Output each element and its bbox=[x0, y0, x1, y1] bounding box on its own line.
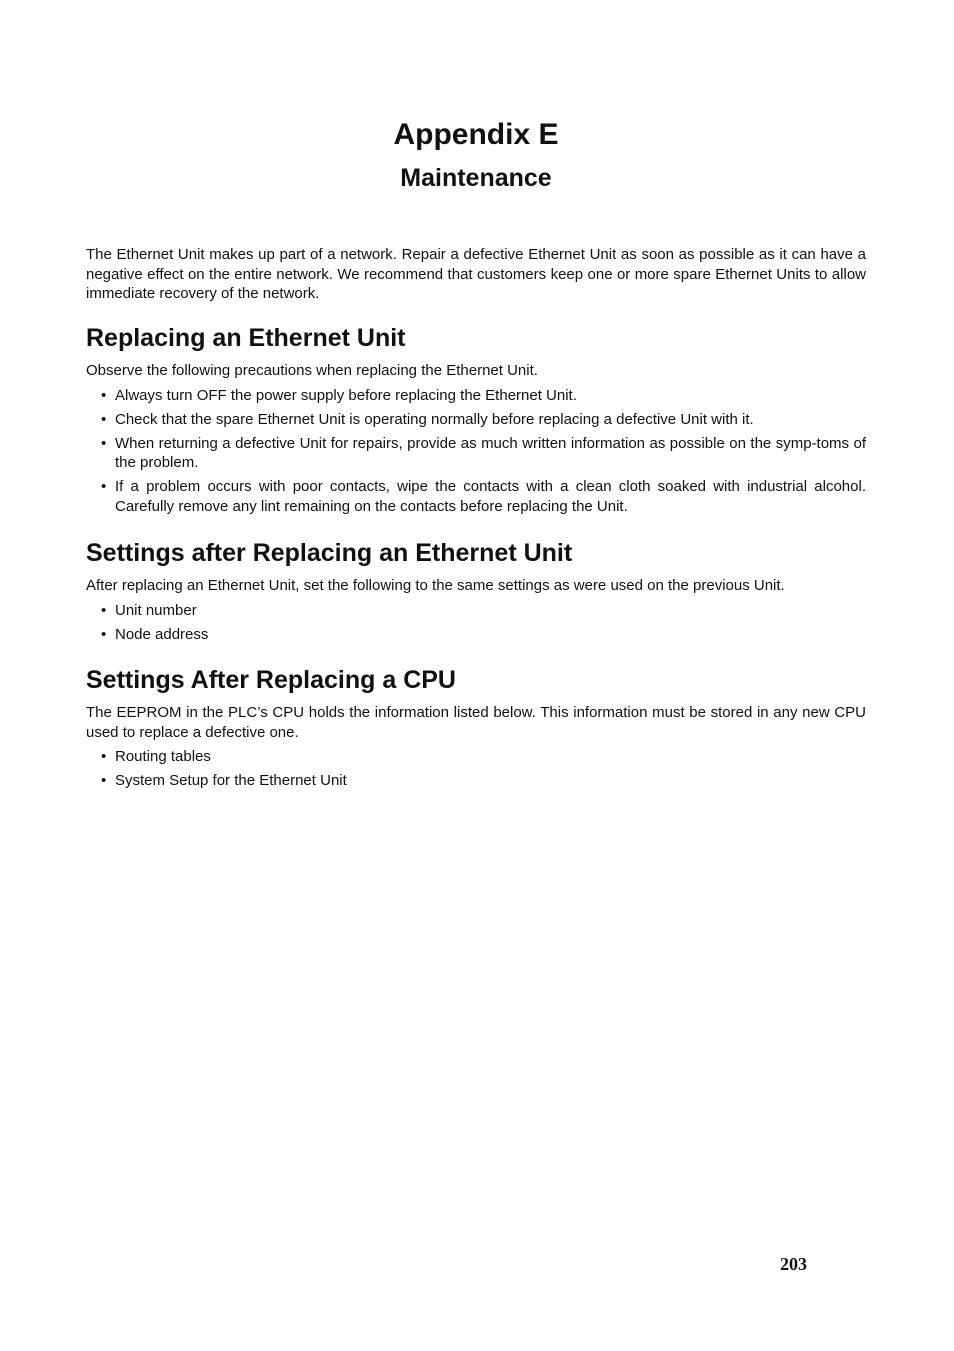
list-item bbox=[86, 434, 866, 473]
list-item bbox=[86, 386, 866, 406]
bullet-icon: • bbox=[101, 386, 107, 404]
list-item-text: System Setup for the Ethernet Unit bbox=[115, 772, 347, 789]
list-item-text: Routing tables bbox=[115, 748, 211, 765]
list-item bbox=[86, 771, 866, 791]
list-item-text: If a problem occurs with poor contacts, wipe the contacts with a clean cloth soaked with industrial alcohol. Carefully remove any lint remaining on the contacts before replacing the Unit. bbox=[115, 478, 866, 515]
bullet-icon: • bbox=[101, 434, 107, 452]
appendix-title: Appendix E bbox=[393, 118, 559, 151]
bullet-list bbox=[86, 747, 866, 791]
bullet-icon: • bbox=[101, 478, 107, 495]
list-item-text: Node address bbox=[115, 625, 209, 643]
bullet-icon: • bbox=[101, 601, 107, 619]
bullet-icon: • bbox=[101, 772, 107, 789]
section-text: Observe the following precautions when replacing the Ethernet Unit. bbox=[86, 362, 538, 379]
bullet-list bbox=[86, 601, 866, 645]
page-number: 203 bbox=[780, 1254, 807, 1274]
section-heading: Settings after Replacing an Ethernet Unit bbox=[86, 539, 573, 567]
list-item-text: Always turn OFF the power supply before replacing the Ethernet Unit. bbox=[115, 386, 577, 404]
intro-paragraph: The Ethernet Unit makes up part of a network. Repair a defective Ethernet Unit as soon as possible as it can have a negative effect on the entire network. We recommend that customers keep one or more spare Ethernet Units to allow immediate recovery of the network. bbox=[86, 246, 866, 302]
list-item bbox=[86, 625, 866, 645]
bullet-list bbox=[86, 386, 866, 517]
appendix-subtitle: Maintenance bbox=[400, 164, 552, 192]
bullet-icon: • bbox=[101, 748, 107, 765]
section-heading: Replacing an Ethernet Unit bbox=[86, 324, 406, 352]
bullet-icon: • bbox=[101, 410, 107, 428]
bullet-icon: • bbox=[101, 625, 107, 643]
list-item-text: Check that the spare Ethernet Unit is operating normally before replacing a defective Unit with it. bbox=[115, 410, 754, 428]
list-item bbox=[86, 747, 866, 767]
section-settings-after-unit bbox=[86, 538, 866, 649]
list-item bbox=[86, 477, 866, 516]
section-text: After replacing an Ethernet Unit, set the following to the same settings as were used on the previous Unit. bbox=[86, 577, 785, 594]
section-settings-after-cpu bbox=[86, 665, 866, 795]
list-item bbox=[86, 410, 866, 430]
list-item-text: When returning a defective Unit for repairs, provide as much written information as possible on the symp-toms of the problem. bbox=[115, 434, 866, 471]
section-replacing-unit bbox=[86, 323, 866, 521]
list-item-text: Unit number bbox=[115, 601, 197, 619]
list-item bbox=[86, 601, 866, 621]
section-text: The EEPROM in the PLC’s CPU holds the information listed below. This information must be stored in any new CPU used to replace a defective one. bbox=[86, 704, 866, 741]
section-heading: Settings After Replacing a CPU bbox=[86, 666, 456, 694]
